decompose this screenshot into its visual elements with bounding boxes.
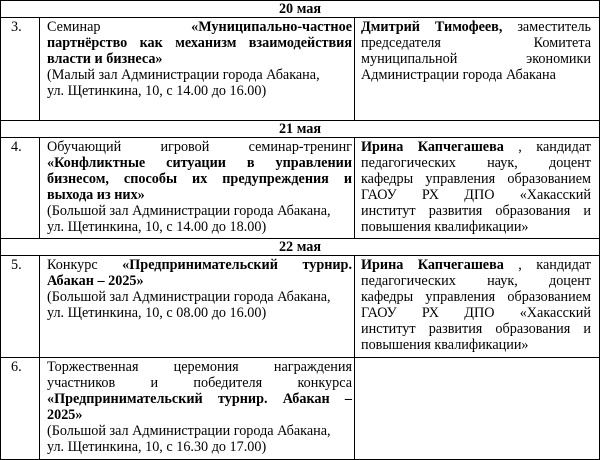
speaker-cell (361, 139, 591, 235)
table-border (39, 137, 40, 238)
text-run: (Большой зал Администрации города Абакана, (47, 289, 331, 305)
text-run: председателя (361, 35, 441, 51)
text-run: семинар-тренинг (248, 139, 353, 155)
section-date: 22 мая (278, 239, 322, 255)
table-border (39, 255, 40, 459)
text-line (47, 171, 352, 187)
text-run: кафедры управления образованием (361, 171, 591, 187)
text-run: педагогических наук, доцент (361, 273, 591, 289)
text-line (47, 19, 352, 35)
text-line (361, 139, 591, 155)
text-run: Комитета (533, 35, 591, 51)
text-run: игровой (160, 139, 210, 155)
text-line (361, 171, 591, 187)
text-line (361, 257, 591, 273)
row-number: 6. (11, 359, 22, 375)
table-border (354, 255, 355, 459)
table-border (39, 17, 40, 120)
event-cell (47, 257, 352, 321)
text-run: Семинар (47, 19, 101, 35)
text-line (361, 187, 591, 203)
bold-text: «Предпринимательский турнир. (122, 257, 352, 273)
text-line (361, 289, 591, 305)
text-line (361, 203, 591, 219)
text-run: , кандидат (518, 257, 592, 273)
text-run: институт развития образования и (361, 321, 591, 337)
text-run: (Большой зал Администрации города Абакана, (47, 423, 331, 439)
text-line (47, 67, 352, 83)
text-line (361, 19, 591, 35)
text-run: институт развития образования и (361, 203, 591, 219)
text-line (47, 139, 352, 155)
table-border (354, 17, 355, 120)
bold-text: Ирина Капчегашева (361, 139, 504, 155)
text-line (47, 439, 352, 455)
text-line (361, 337, 591, 353)
text-line (47, 155, 352, 171)
text-line (47, 359, 352, 375)
row-number: 4. (11, 139, 22, 155)
row-number: 3. (11, 19, 22, 35)
bold-text: «Конфликтные ситуации в управлении (47, 155, 352, 171)
bold-text: «Муниципально-частное (191, 19, 352, 35)
text-line (47, 423, 352, 439)
text-run: Обучающий (47, 139, 122, 155)
text-line (47, 219, 352, 235)
event-cell (47, 19, 352, 99)
text-run: ул. Щетинкина, 10, с 14.00 до 18.00) (47, 219, 267, 235)
text-run: (Большой зал Администрации города Абакана, (47, 203, 331, 219)
text-line (361, 51, 591, 67)
text-line (47, 375, 352, 391)
text-line (361, 35, 591, 51)
text-line (47, 187, 352, 203)
text-line (47, 257, 352, 273)
speaker-cell (361, 257, 591, 353)
text-run: муниципальной (361, 51, 458, 67)
table-border (0, 137, 600, 138)
text-line (47, 407, 352, 423)
table-border (0, 255, 600, 256)
text-run: кафедры управления образованием (361, 289, 591, 305)
text-run: Конкурс (47, 257, 98, 273)
section-date: 21 мая (278, 121, 322, 137)
text-run: участников и победителя конкурса (47, 375, 352, 391)
text-run: педагогических наук, доцент (361, 155, 591, 171)
text-line (47, 83, 352, 99)
event-cell (47, 139, 352, 235)
bold-text: 2025» (47, 407, 83, 423)
text-run: (Малый зал Администрации города Абакана, (47, 67, 320, 83)
text-line (361, 219, 591, 235)
table-border (0, 0, 1, 459)
text-run: , кандидат (518, 139, 592, 155)
section-date: 20 мая (278, 1, 322, 17)
table-border (354, 137, 355, 238)
text-run: повышения квалификации» (361, 219, 529, 235)
bold-text: бизнесом, способы их предупреждения и (47, 171, 352, 187)
text-run: повышения квалификации» (361, 337, 529, 353)
text-run: экономики (526, 51, 591, 67)
speaker-cell (361, 19, 591, 83)
text-run: ГАОУ РХ ДПО «Хакасский (361, 187, 591, 203)
text-line (361, 273, 591, 289)
text-run: Торжественная церемония награждения (47, 359, 352, 375)
text-line (47, 203, 352, 219)
text-line (47, 305, 352, 321)
text-line (47, 51, 352, 67)
text-run: Администрации города Абакана (361, 67, 556, 83)
bold-text: Ирина Капчегашева (361, 257, 504, 273)
bold-text: партнёрство как механизм взаимодействия (47, 35, 352, 51)
text-line (361, 305, 591, 321)
text-line (47, 273, 352, 289)
bold-text: выхода из них» (47, 187, 145, 203)
text-run: ул. Щетинкина, 10, с 08.00 до 16.00) (47, 305, 267, 321)
bold-text: Дмитрий Тимофеев, (361, 19, 503, 35)
text-run: ул. Щетинкина, 10, с 16.30 до 17.00) (47, 439, 267, 455)
text-run: ул. Щетинкина, 10, с 14.00 до 16.00) (47, 83, 267, 99)
text-line (47, 391, 352, 407)
bold-text: «Предпринимательский турнир. Абакан – (47, 391, 352, 407)
bold-text: власти и бизнеса» (47, 51, 163, 67)
text-line (47, 35, 352, 51)
text-line (361, 155, 591, 171)
text-run: ГАОУ РХ ДПО «Хакасский (361, 305, 591, 321)
text-line (361, 321, 591, 337)
bold-text: Абакан – 2025» (47, 273, 144, 289)
text-line (361, 67, 591, 83)
row-number: 5. (11, 257, 22, 273)
text-line (47, 289, 352, 305)
table-border (0, 17, 600, 18)
table-border (0, 357, 600, 358)
text-run: заместитель (517, 19, 591, 35)
event-cell (47, 359, 352, 455)
